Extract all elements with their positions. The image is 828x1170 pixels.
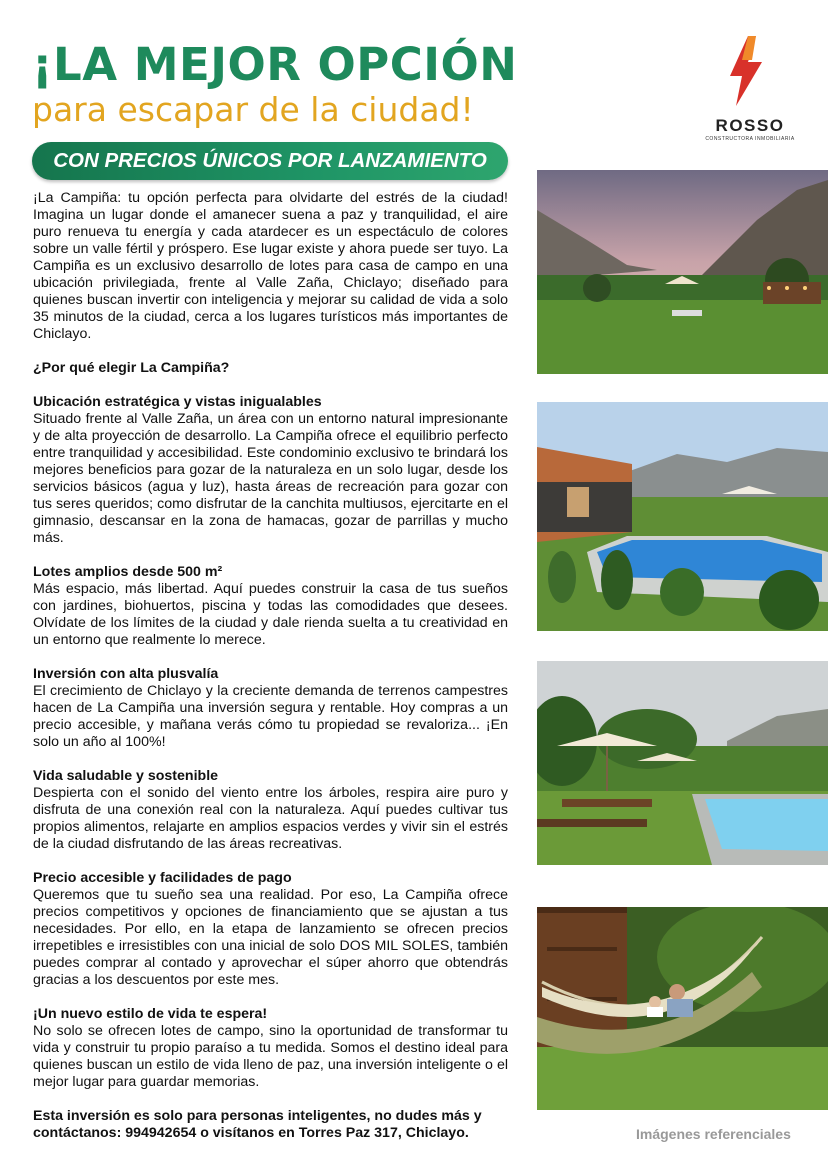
section-heading: Precio accesible y facilidades de pago xyxy=(33,870,292,886)
section-paragraph: El crecimiento de Chiclayo y la creciente demanda de terrenos campestres hacen de La Campiña una inversión segura y rentable. Hoy compras a un precio accesible, y mañana verás cómo tu propiedad se revaloriza... ¡En solo un año al 100%! xyxy=(33,683,508,750)
section-heading: Vida saludable y sostenible xyxy=(33,768,219,784)
photo-pool-house xyxy=(537,402,828,631)
section-heading: Lotes amplios desde 500 m² xyxy=(33,564,223,580)
section-paragraph: No solo se ofrecen lotes de campo, sino la oportunidad de transformar tu vida y construir tu propio paraíso a tu medida. Somos el destino ideal para quienes buscan un estilo de vida lleno de paz, una inversión inteligente o el mejor lugar para guardar memorias. xyxy=(33,1023,508,1090)
section-paragraph: Más espacio, más libertad. Aquí puedes construir la casa de tus sueños con jardines, biohuertos, piscina y todas las comodidades que desees. Olvídate de los límites de la ciudad y dale rienda suelta a tu creatividad en un entorno que realmente lo merece. xyxy=(33,581,508,648)
photos-caption: Imágenes referenciales xyxy=(636,1126,791,1142)
intro-paragraph: ¡La Campiña: tu opción perfecta para olvidarte del estrés de la ciudad! Imagina un lugar donde el amanecer suena a paz y tranquilidad, el aire puro renueva tu energía y cada atardecer es un espectáculo de colores sobre un valle fértil y próspero. Ese lugar existe y ahora puede ser tuyo. La Campiña es un exclusivo desarrollo de lotes para casa de campo en una ubicación privilegiada, frente al Valle Zaña, Chiclayo; diseñado para quienes buscan invertir con inteligencia y mejorar su calidad de vida a solo 35 minutos de la ciudad, cerca a los lugares turísticos más importantes de Chiclayo. xyxy=(33,190,508,342)
launch-price-banner: CON PRECIOS ÚNICOS POR LANZAMIENTO xyxy=(32,142,508,180)
headline-sub: para escapar de la ciudad! xyxy=(32,90,474,129)
section-heading: Ubicación estratégica y vistas inigualables xyxy=(33,394,322,410)
why-heading: ¿Por qué elegir La Campiña? xyxy=(33,360,230,376)
photo-hammock-family xyxy=(537,907,828,1110)
photo-pool-umbrellas xyxy=(537,661,828,865)
section-paragraph: Queremos que tu sueño sea una realidad. Por eso, La Campiña ofrece precios competitivos y opciones de financiamiento que se ajustan a tus necesidades. Por ello, en la etapa de lanzamiento se ofrecen precios irrepetibles e irresistibles con una inicial de solo DOS MIL SOLES, también puedes comprar al contado y aprovechar el súper ahorro que obtendrás gracias a los descuentos por este mes. xyxy=(33,887,508,988)
red-lightning-mark-icon xyxy=(726,36,766,106)
section-paragraph: Situado frente al Valle Zaña, un área con un entorno natural impresionante y de alta proyección de desarrollo. La Campiña ofrece el equilibrio perfecto entre tranquilidad y accesibilidad. Este condominio exclusivo te brindará los mejores beneficios para gozar de la naturaleza en un solo lugar, desde los servicios básicos (agua y luz), hasta áreas de recreación para gozar con tus seres queridos; como disfrutar de la canchita multiusos, ejercitarte en el gimnasio, descansar en la zona de hamacas, gozar de parrillas y mucho más. xyxy=(33,411,508,546)
headline-main: ¡LA MEJOR OPCIÓN xyxy=(32,38,518,91)
section-heading: Inversión con alta plusvalía xyxy=(33,666,219,682)
photo-garden-sunset xyxy=(537,170,828,374)
brand-name: ROSSO xyxy=(715,116,785,135)
section-paragraph: Despierta con el sonido del viento entre los árboles, respira aire puro y disfruta de una conexión real con la naturaleza. Aquí puedes cultivar tus propios alimentos, relajarte en amplios espacios verdes y vivir sin el estrés de la ciudad disfrutando de las áreas recreativas. xyxy=(33,785,508,852)
brand-logo xyxy=(700,36,800,146)
closing-call-to-action: Esta inversión es solo para personas inteligentes, no dudes más y contáctanos: 994942654 o visítanos en Torres Paz 317, Chiclayo. xyxy=(33,1108,482,1141)
article-body xyxy=(33,190,508,1142)
section-heading: ¡Un nuevo estilo de vida te espera! xyxy=(33,1006,268,1022)
brand-tagline: CONSTRUCTORA INMOBILIARIA xyxy=(705,136,795,142)
